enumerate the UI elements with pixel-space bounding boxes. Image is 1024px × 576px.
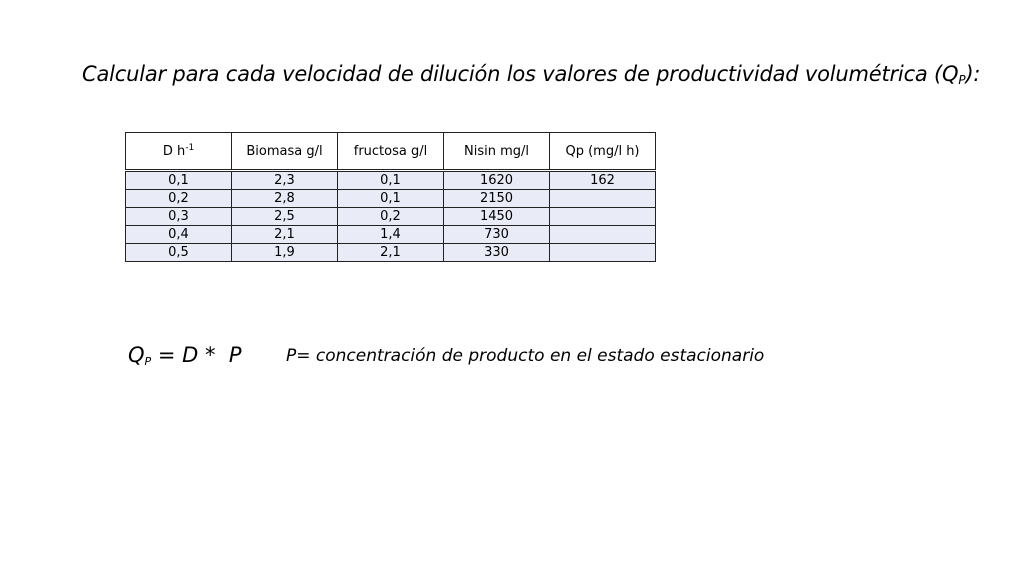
table-cell: 0,5	[126, 244, 232, 262]
table-cell: 0,4	[126, 226, 232, 244]
table-cell: 2,5	[232, 208, 338, 226]
table-cell: 0,1	[338, 171, 444, 190]
header-nisin: Nisin mg/l	[444, 133, 550, 171]
table-cell: 2,1	[338, 244, 444, 262]
table-row	[126, 208, 656, 226]
p-definition: P= concentración de producto en el estado estacionario	[286, 346, 765, 366]
table-row	[126, 226, 656, 244]
table-header-row	[126, 133, 656, 171]
table-cell: 0,1	[126, 171, 232, 190]
table-cell	[550, 226, 656, 244]
table-cell: 0,2	[126, 190, 232, 208]
table-cell	[550, 244, 656, 262]
table-row	[126, 171, 656, 190]
table-cell: 1620	[444, 171, 550, 190]
page-title	[82, 62, 980, 87]
table-row	[126, 244, 656, 262]
title-subscript: P	[958, 73, 966, 87]
table-cell: 330	[444, 244, 550, 262]
formula-q: Q	[128, 343, 145, 367]
productivity-formula	[128, 343, 241, 368]
table-row	[126, 190, 656, 208]
table-cell: 0,2	[338, 208, 444, 226]
header-biomass: Biomasa g/l	[232, 133, 338, 171]
table-cell: 1450	[444, 208, 550, 226]
formula-rhs: = D * P	[151, 343, 242, 367]
table-cell: 2,1	[232, 226, 338, 244]
table-cell: 1,4	[338, 226, 444, 244]
table-cell: 0,3	[126, 208, 232, 226]
table-cell: 0,1	[338, 190, 444, 208]
table-cell: 730	[444, 226, 550, 244]
header-productivity: Qp (mg/l h)	[550, 133, 656, 171]
title-suffix: ):	[965, 62, 981, 86]
table-cell	[550, 208, 656, 226]
formula-subscript: P	[144, 355, 152, 368]
table-cell	[550, 190, 656, 208]
title-text: Calcular para cada velocidad de dilución los valores de productividad volumétrica (Q	[82, 62, 959, 86]
header-dilution-rate: D $h^{-1}$	[126, 133, 232, 171]
header-fructose: fructosa g/l	[338, 133, 444, 171]
table-cell: 2,8	[232, 190, 338, 208]
table-cell: 1,9	[232, 244, 338, 262]
data-table	[125, 132, 656, 262]
table-cell: 2,3	[232, 171, 338, 190]
table-cell: 2150	[444, 190, 550, 208]
table-cell: 162	[550, 171, 656, 190]
